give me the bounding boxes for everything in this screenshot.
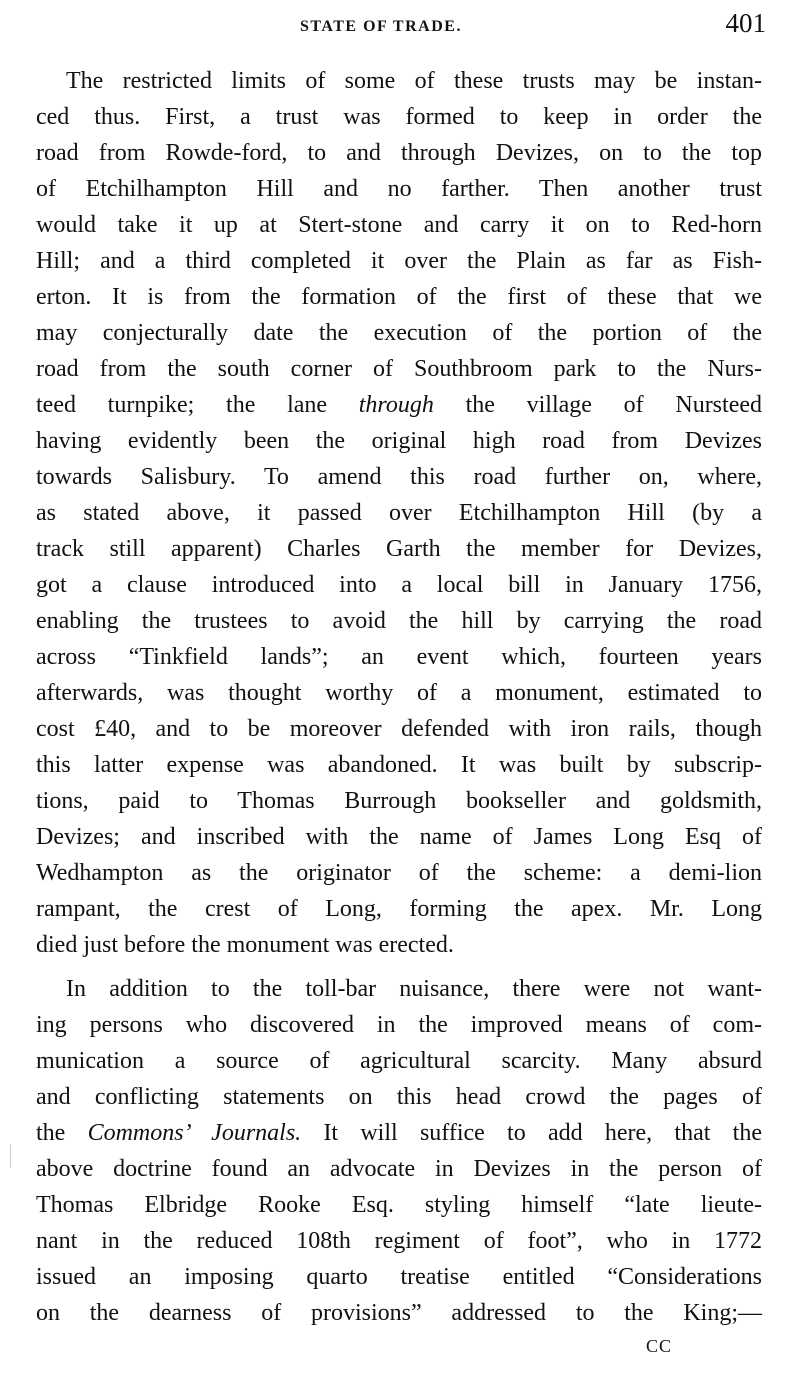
signature-mark: CC [646,1336,673,1356]
text-line: In addition to the toll-bar nuisance, there were not want- [66,976,762,1002]
text-line: Devizes; and inscribed with the name of James Long Esq of [36,824,762,850]
text-line: and conflicting statements on this head crowd the pages of [36,1084,762,1110]
text-line: track still apparent) Charles Garth the member for Devizes, [36,536,762,562]
text-line: The restricted limits of some of these trusts may be instan- [66,68,762,94]
text-line-with-italic [36,387,762,423]
running-head: STATE OF TRADE. [300,18,462,35]
text-line: across “Tinkfield lands”; an event which, fourteen years [36,644,762,670]
page-number: 401 [725,8,766,38]
text-line: erton. It is from the formation of the first of these that we [36,284,762,310]
text-line: issued an imposing quarto treatise entitled “Considerations [36,1264,762,1290]
text-line: died just before the monument was erected. [36,932,454,958]
margin-mark [10,1144,11,1168]
text-line: may conjecturally date the execution of the portion of the [36,320,762,346]
page-header [0,8,800,40]
paragraph-gap [36,963,762,971]
text-segment: It will suffice to add here, that the [301,1120,762,1146]
text-line: munication a source of agricultural scarcity. Many absurd [36,1048,762,1074]
text-line: on the dearness of provisions” addressed to the King;— [36,1300,762,1326]
text-line: towards Salisbury. To amend this road further on, where, [36,464,762,490]
italic-title: Commons’ Journals. [87,1120,302,1146]
text-line: road from Rowde-ford, to and through Devizes, on to the top [36,140,762,166]
text-line: afterwards, was thought worthy of a monument, estimated to [36,680,762,706]
text-line: rampant, the crest of Long, forming the apex. Mr. Long [36,896,762,922]
text-line: this latter expense was abandoned. It was built by subscrip- [36,752,762,778]
text-line: Wedhampton as the originator of the scheme: a demi-lion [36,860,762,886]
text-line: Hill; and a third completed it over the Plain as far as Fish- [36,248,762,274]
text-segment: the village of Nursteed [433,392,762,418]
text-line: tions, paid to Thomas Burrough bookseller and goldsmith, [36,788,762,814]
text-line: enabling the trustees to avoid the hill by carrying the road [36,608,762,634]
body-text [36,63,762,1331]
text-line: ing persons who discovered in the improved means of com- [36,1012,762,1038]
text-line-with-italic [36,1115,762,1151]
text-line: got a clause introduced into a local bill in January 1756, [36,572,762,598]
text-line: as stated above, it passed over Etchilhampton Hill (by a [36,500,762,526]
text-line: of Etchilhampton Hill and no farther. Then another trust [36,176,762,202]
text-line: having evidently been the original high road from Devizes [36,428,762,454]
text-line: ced thus. First, a trust was formed to keep in order the [36,104,762,130]
text-line: would take it up at Stert-stone and carry it on to Red-horn [36,212,762,238]
text-line: above doctrine found an advocate in Devizes in the person of [36,1156,762,1182]
text-line: Thomas Elbridge Rooke Esq. styling himself “late lieute- [36,1192,762,1218]
text-line: road from the south corner of Southbroom park to the Nurs- [36,356,762,382]
italic-word: through [358,392,434,418]
text-line: cost £40, and to be moreover defended with iron rails, though [36,716,762,742]
text-segment: the [36,1120,88,1146]
text-line: nant in the reduced 108th regiment of foot”, who in 1772 [36,1228,762,1254]
text-segment: teed turnpike; the lane [36,392,359,418]
